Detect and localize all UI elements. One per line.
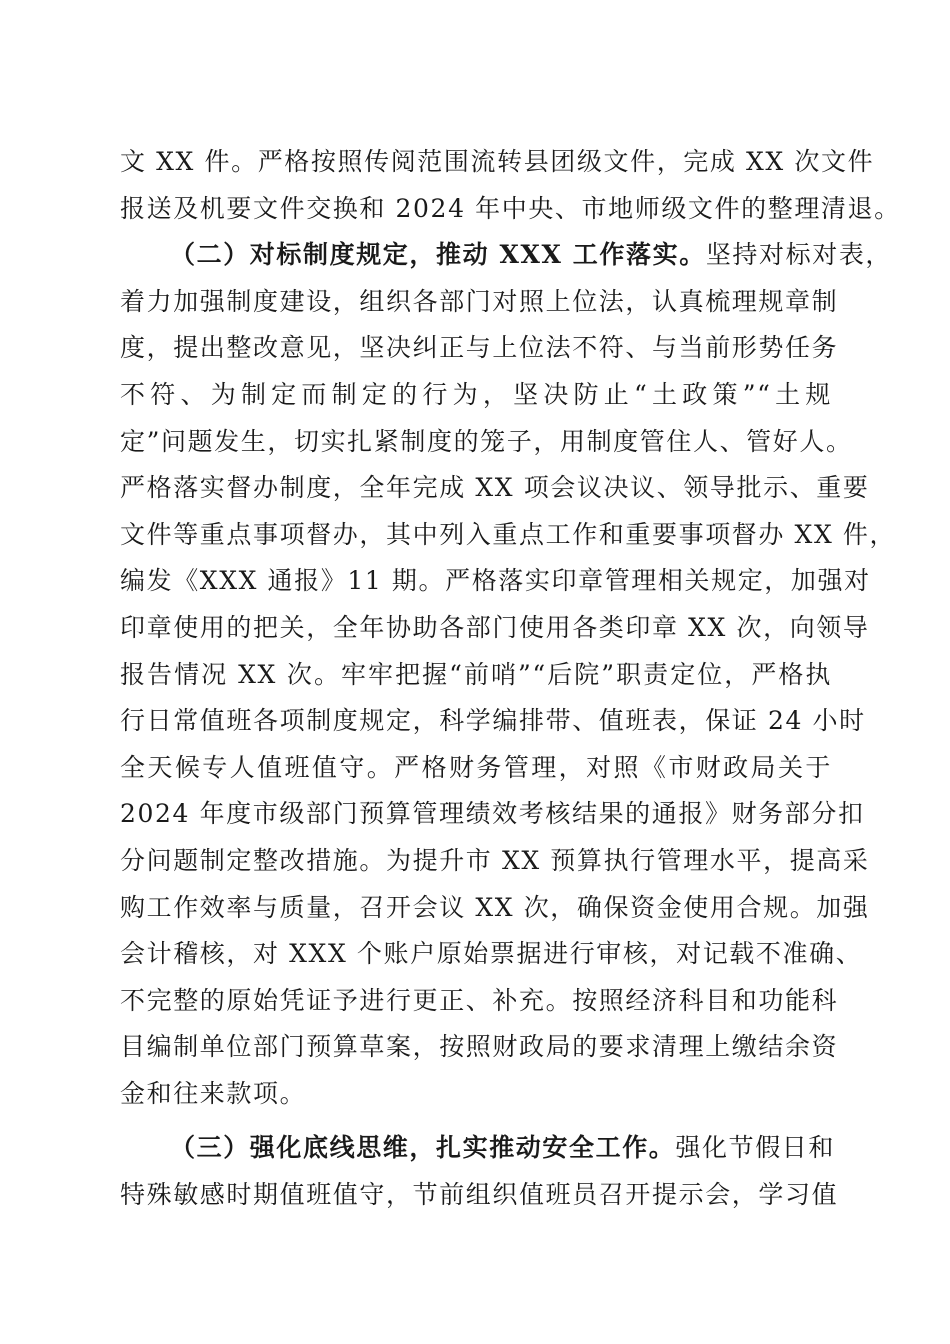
text-line: 严格落实督办制度，全年完成 XX 项会议决议、领导批示、重要 (120, 473, 870, 503)
paragraph-start (120, 1125, 836, 1172)
text-line: 目编制单位部门预算草案，按照财政局的要求清理上缴结余资 (120, 1032, 839, 1062)
paragraph-gap (120, 1117, 832, 1125)
text-line: 特殊敏感时期值班值守，节前组织值班员召开提示会，学习值 (120, 1180, 839, 1210)
text-line: 会计稽核，对 XXX 个账户原始票据进行审核，对记载不准确、 (120, 939, 863, 969)
text-line: 报送及机要文件交换和 2024 年中央、市地师级文件的整理清退。 (120, 193, 901, 223)
text-line: 编发《XXX 通报》11 期。严格落实印章管理相关规定，加强对 (120, 566, 871, 596)
text-line: 着力加强制度建设，组织各部门对照上位法，认真梳理规章制 (120, 286, 839, 316)
text-line: 印章使用的把关，全年协助各部门使用各类印章 XX 次，向领导 (120, 612, 870, 642)
text-line: 分问题制定整改措施。为提升市 XX 预算执行管理水平，提高采 (120, 845, 870, 875)
paragraph-start (120, 232, 893, 279)
text-line: 购工作效率与质量，召开会议 XX 次，确保资金使用合规。加强 (120, 892, 870, 922)
text-line: 文件等重点事项督办，其中列入重点工作和重要事项督办 XX 件， (120, 519, 897, 549)
text-line: 不符、为制定而制定的行为，坚决防止“土政策”“土规 (120, 379, 832, 409)
text-line: 金和往来款项。 (120, 1078, 307, 1108)
section-heading: （三）强化底线思维，扎实推动安全工作。 (170, 1133, 676, 1163)
text-line: 行日常值班各项制度规定，科学编排带、值班表，保证 24 小时 (120, 706, 866, 736)
text-run: 坚持对标对表， (705, 240, 893, 270)
text-line: 文 XX 件。严格按照传阅范围流转县团级文件，完成 XX 次文件 (120, 147, 875, 176)
text-line: 度，提出整改意见，坚决纠正与上位法不符、与当前形势任务 (120, 333, 839, 363)
text-line: 全天候专人值班值守。严格财务管理，对照《市财政局关于 (120, 752, 832, 782)
text-line: 定”问题发生，切实扎紧制度的笼子，用制度管住人、管好人。 (120, 426, 853, 456)
text-line: 不完整的原始凭证予进行更正、补充。按照经济科目和功能科 (120, 985, 839, 1015)
text-line: 报告情况 XX 次。牢牢把握“前哨”“后院”职责定位，严格执 (120, 659, 832, 689)
text-line: 2024 年度市级部门预算管理绩效考核结果的通报》财务部分扣 (120, 799, 865, 829)
document-body (120, 139, 901, 1219)
section-heading: （二）对标制度规定，推动 XXX 工作落实。 (170, 240, 706, 270)
text-run: 强化节假日和 (675, 1133, 836, 1163)
